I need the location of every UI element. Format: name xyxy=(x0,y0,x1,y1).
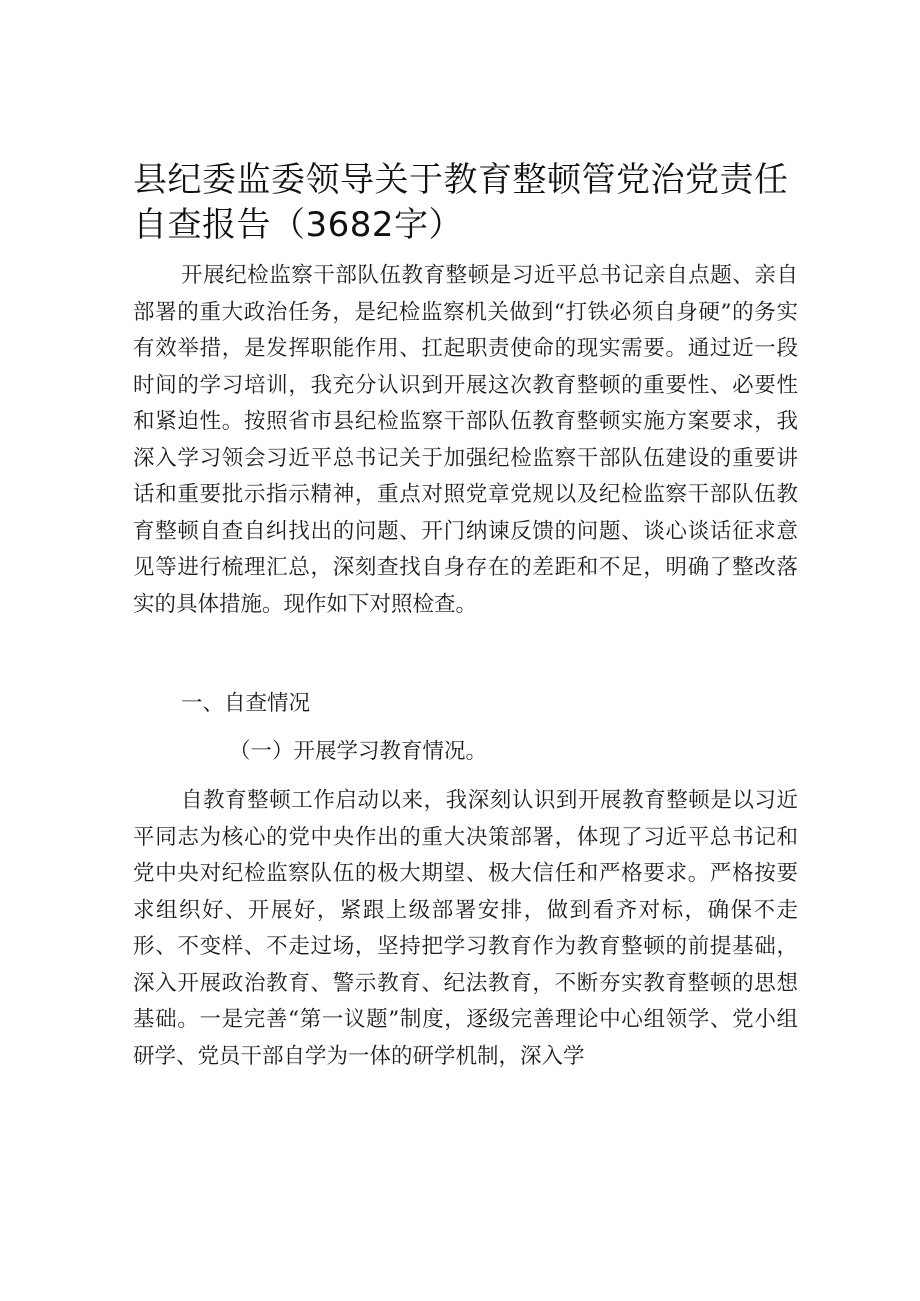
study-education-paragraph: 自教育整顿工作启动以来，我深刻认识到开展教育整顿是以习近平同志为核心的党中央作出的重大决策部署，体现了习近平总书记和党中央对纪检监察队伍的极大期望、极大信任和严格要求。严格按要求组织好、开展好，紧跟上级部署安排，做到看齐对标，确保不走形、不变样、不走过场，坚持把学习教育作为教育整顿的前提基础，深入开展政治教育、警示教育、纪法教育，不断夯实教育整顿的思想基础。一是完善“第一议题”制度，逐级完善理论中心组领学、党小组研学、党员干部自学为一体的研学机制，深入学 xyxy=(133,788,798,1069)
document-title: 县纪委监委领导关于教育整顿管党治党责任自查报告（3682字） xyxy=(133,160,789,245)
subsection-heading-study-education: （一）开展学习教育情况。 xyxy=(229,739,488,764)
intro-paragraph: 开展纪检监察干部队伍教育整顿是习近平总书记亲自点题、亲自部署的重大政治任务，是纪检监察机关做到“打铁必须自身硬”的务实有效举措，是发挥职能作用、扛起职责使命的现实需要。通过近一段时间的学习培训，我充分认识到开展这次教育整顿的重要性、必要性和紧迫性。按照省市县纪检监察干部队伍教育整顿实施方案要求，我深入学习领会习近平总书记关于加强纪检监察干部队伍建设的重要讲话和重要批示指示精神，重点对照党章党规以及纪检监察干部队伍教育整顿自查自纠找出的问题、开门纳谏反馈的问题、谈心谈话征求意见等进行梳理汇总，深刻查找自身存在的差距和不足，明确了整改落实的具体措施。现作如下对照检查。 xyxy=(133,263,798,617)
section-heading-self-inspection: 一、自查情况 xyxy=(181,691,311,716)
